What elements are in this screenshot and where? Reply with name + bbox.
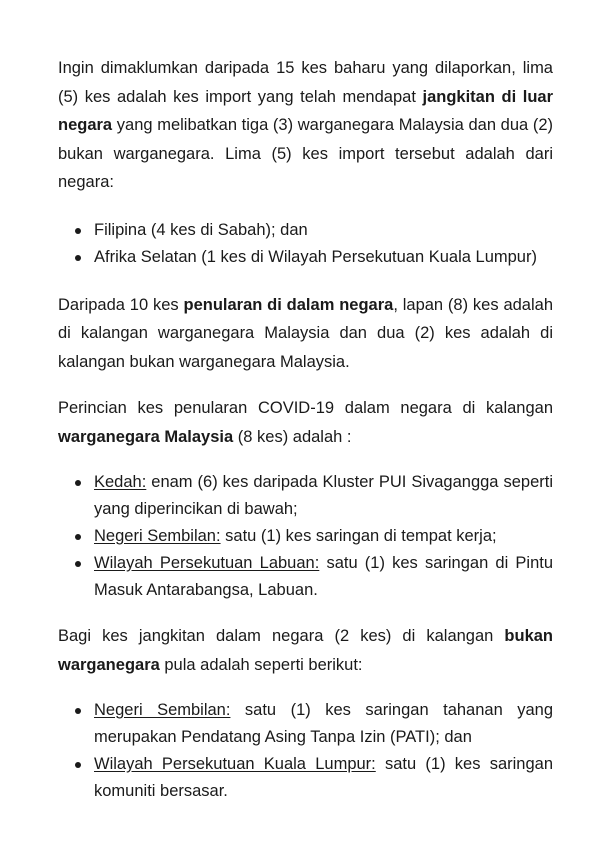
list-item: Wilayah Persekutuan Labuan: satu (1) kes saringan di Pintu Masuk Antarabangsa, Labuan. (58, 550, 553, 604)
intro-text-a: Ingin dimaklumkan daripada 15 kes baharu yang dilaporkan, lima (5) kes adalah kes import yang telah mendapat (58, 59, 553, 106)
bullet-icon (75, 708, 81, 714)
bullet-icon (75, 534, 81, 540)
local-transmission-paragraph: Daripada 10 kes penularan di dalam negara, lapan (8) kes adalah di kalangan warganegara Malaysia dan dua (2) kes adalah di kalangan bukan warganegara Malaysia. (58, 295, 553, 371)
import-country-list (58, 217, 553, 271)
list-item: Filipina (4 kes di Sabah); dan (58, 217, 553, 244)
bullet-icon (75, 480, 81, 486)
bullet-icon (75, 228, 81, 234)
citizen-details-paragraph: Perincian kes penularan COVID-19 dalam negara di kalangan warganegara Malaysia (8 kes) adalah : (58, 399, 553, 446)
bullet-icon (75, 561, 81, 567)
noncitizen-case-list (58, 697, 553, 805)
bullet-icon (75, 255, 81, 261)
document-page (58, 54, 553, 805)
noncitizen-intro-paragraph: Bagi kes jangkitan dalam negara (2 kes) di kalangan bukan warganegara pula adalah seperti berikut: (58, 627, 553, 674)
intro-paragraph (58, 54, 553, 197)
list-item: Kedah: enam (6) kes daripada Kluster PUI Sivagangga seperti yang diperincikan di bawah; (58, 469, 553, 523)
intro-text-b: yang melibatkan tiga (3) warganegara Malaysia dan dua (2) bukan warganegara. Lima (5) kes import tersebut adalah dari negara: (58, 116, 553, 191)
bullet-icon (75, 762, 81, 768)
list-item: Negeri Sembilan: satu (1) kes saringan tahanan yang merupakan Pendatang Asing Tanpa Izin (PATI); dan (58, 697, 553, 751)
list-item: Wilayah Persekutuan Kuala Lumpur: satu (1) kes saringan komuniti bersasar. (58, 751, 553, 805)
list-item: Afrika Selatan (1 kes di Wilayah Persekutuan Kuala Lumpur) (58, 244, 553, 271)
citizen-case-list (58, 469, 553, 604)
intro-bold: jangkitan di luar negara (58, 87, 553, 134)
list-item: Negeri Sembilan: satu (1) kes saringan di tempat kerja; (58, 523, 553, 550)
